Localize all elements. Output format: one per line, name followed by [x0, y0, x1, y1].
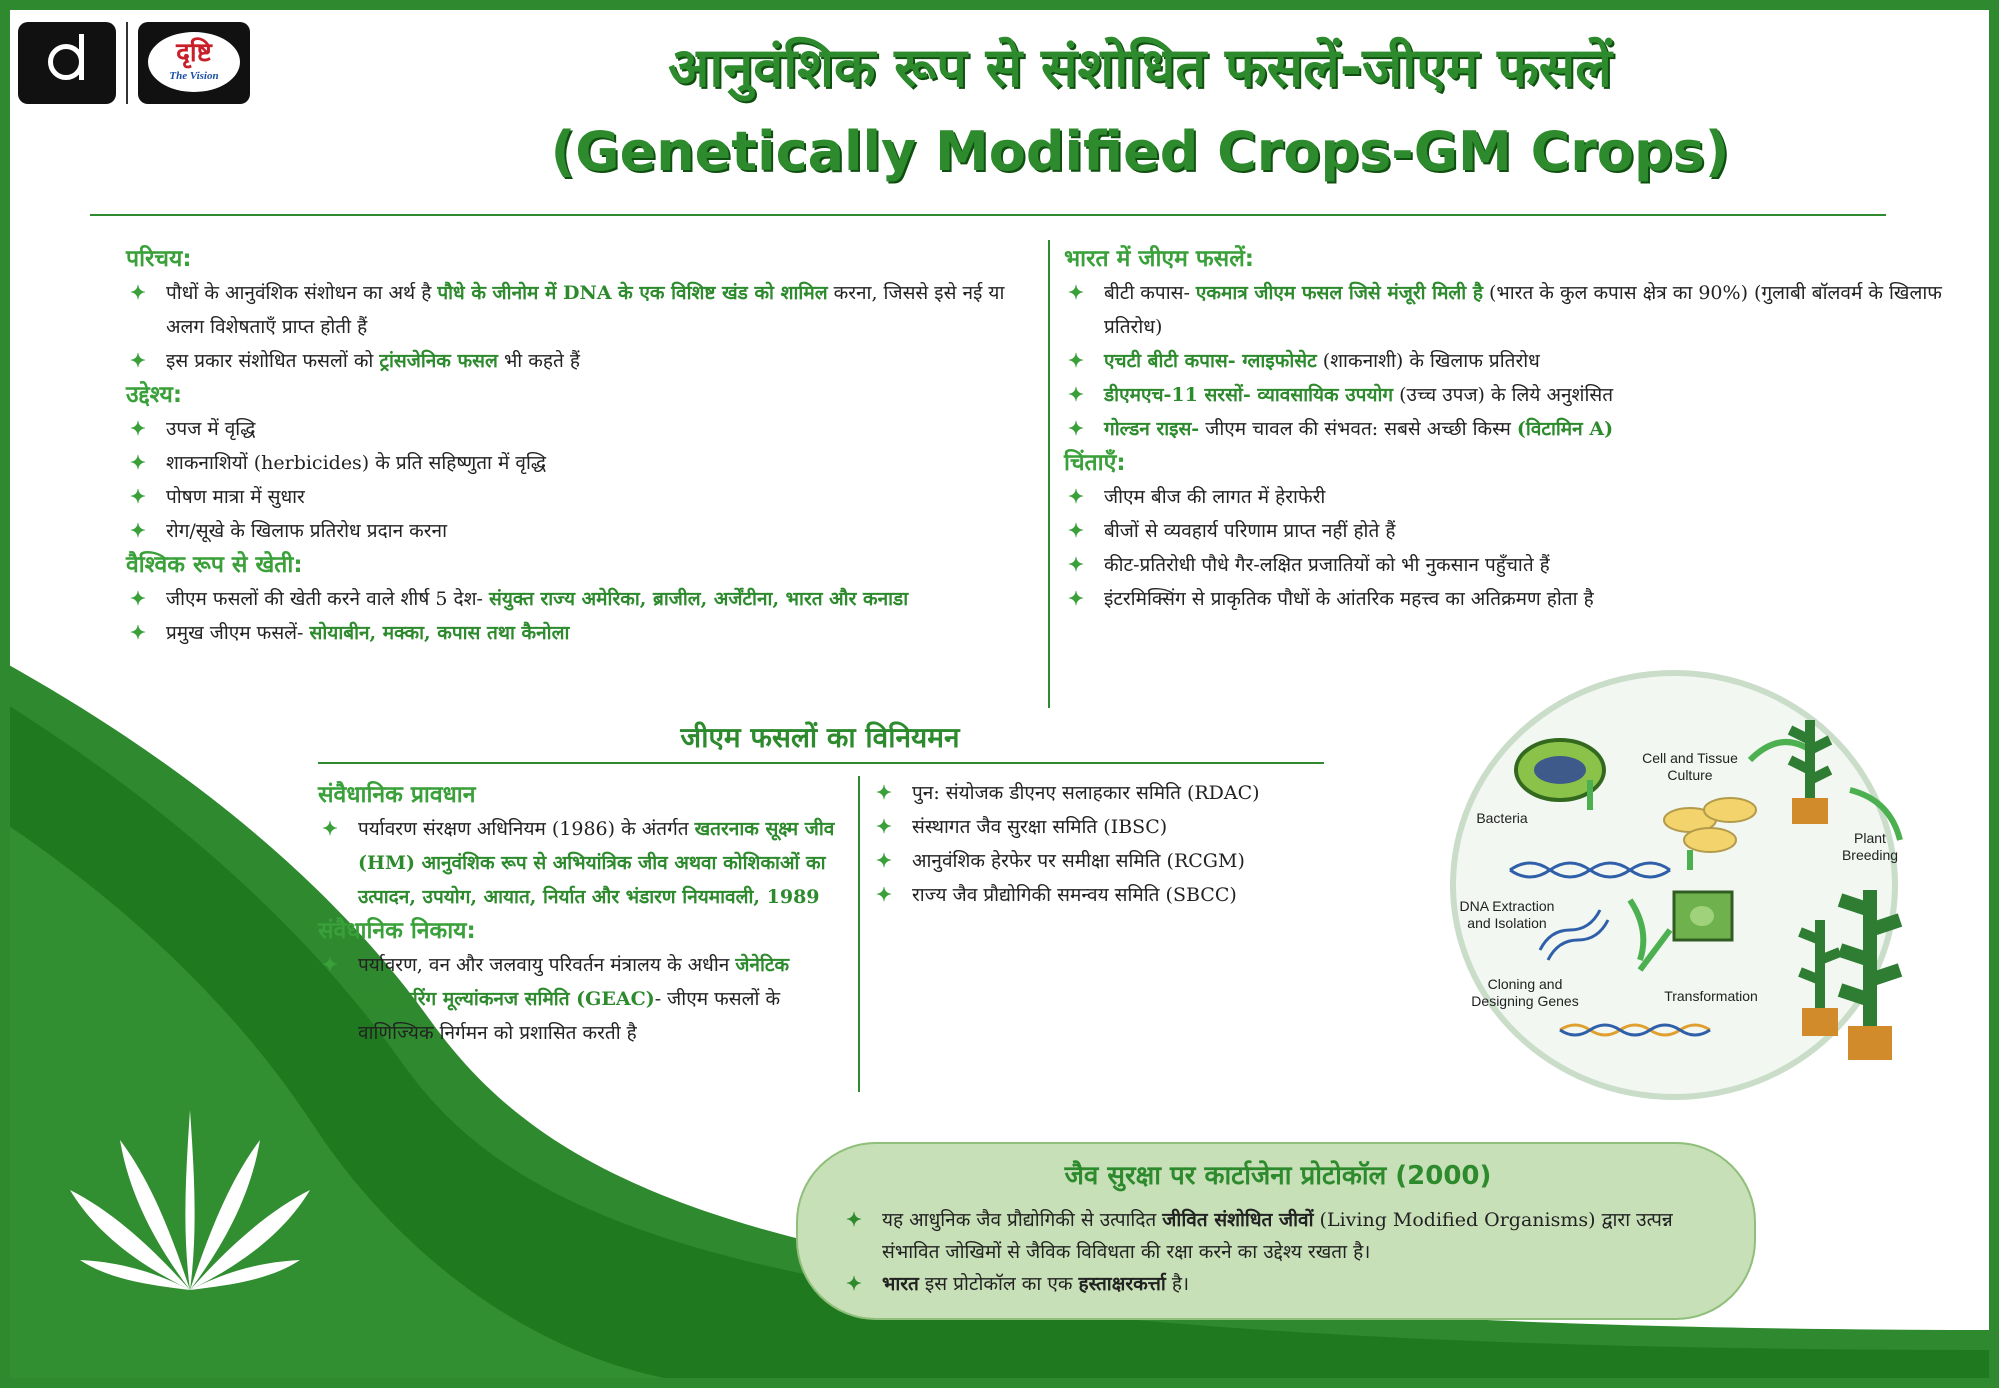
- list-item: ✦ पर्यावरण संरक्षण अधिनियम (1986) के अंतर्गत खतरनाक सूक्ष्म जीव (HM) आनुवंशिक रूप से अभियांत्रिक जीव अथवा कोशिकाओं का उत्पादन, उपयोग, आयात, निर्यात और भंडारण नियमावली, 1989: [322, 818, 835, 908]
- list-item: ✦ पोषण मात्रा में सुधार: [130, 486, 305, 508]
- list-item: ✦ बीजों से व्यवहार्य परिणाम प्राप्त नहीं होते हैं: [1068, 520, 1396, 542]
- concerns-heading: चिंताएँ:: [1064, 450, 1126, 476]
- cartagena-heading: जैव सुरक्षा पर कार्टाजेना प्रोटोकॉल (2000): [1064, 1161, 1492, 1191]
- list-item: ✦ उपज में वृद्धि: [130, 418, 256, 440]
- regulation-column-divider: [858, 776, 860, 1092]
- logo-divider: [126, 22, 128, 104]
- list-item: ✦ इंटरमिक्सिंग से प्राकृतिक पौधों के आंतरिक महत्त्व का अतिक्रमण होता है: [1068, 588, 1594, 610]
- india-heading: भारत में जीएम फसलें:: [1064, 246, 1254, 272]
- list-item: ✦ शाकनाशियों (herbicides) के प्रति सहिष्णुता में वृद्धि: [130, 452, 547, 474]
- label-dna-extraction: DNA Extraction and Isolation: [1459, 898, 1555, 931]
- list-item: ✦ एचटी बीटी कपास- ग्लाइफोसेट (शाकनाशी) के खिलाफ प्रतिरोध: [1068, 350, 1540, 372]
- drishti-vision-logo: [138, 22, 250, 104]
- list-item: ✦ पर्यावरण, वन और जलवायु परिवर्तन मंत्रालय के अधीन जेनेटिक इंजीनियरिंग मूल्यांकनज समिति (GEAC)- जीएम फसलों के वाणिज्यिक निर्गमन को प्रशासित करती है: [322, 954, 790, 1044]
- objectives-heading: उद्देश्य:: [126, 382, 183, 408]
- list-item: ✦ भारत इस प्रोटोकॉल का एक हस्ताक्षरकर्त्ता है।: [846, 1273, 1190, 1295]
- list-item: ✦ इस प्रकार संशोधित फसलों को ट्रांसजेनिक फसल भी कहते हैं: [130, 350, 580, 372]
- list-item: ✦ पुन: संयोजक डीएनए सलाहकार समिति (RDAC): [876, 782, 1260, 804]
- intro-heading: परिचय:: [126, 246, 192, 272]
- list-item: ✦ पौधों के आनुवंशिक संशोधन का अर्थ है पौधे के जीनोम में DNA के एक विशिष्ट खंड को शामिल करना, जिससे इसे नई या अलग विशेषताएँ प्राप्त होती हैं: [130, 282, 1005, 338]
- list-item: ✦ कीट-प्रतिरोधी पौधे गैर-लक्षित प्रजातियों को भी नुकसान पहुँचाते हैं: [1068, 554, 1550, 576]
- logo-vision-text: The Vision: [169, 70, 219, 82]
- label-cloning: Cloning and Designing Genes: [1471, 976, 1579, 1009]
- plant-icon: [1790, 720, 1900, 1060]
- page-title-english: (Genetically Modified Crops-GM Crops): [550, 120, 1730, 183]
- bodies-heading: संवैधानिक निकाय:: [318, 918, 476, 944]
- constitutional-heading: संवैधानिक प्रावधान: [318, 782, 476, 808]
- cartagena-panel: [796, 1142, 1756, 1320]
- list-item: ✦ आनुवंशिक हेरफेर पर समीक्षा समिति (RCGM): [876, 850, 1245, 872]
- list-item: ✦ रोग/सूखे के खिलाफ प्रतिरोध प्रदान करना: [130, 520, 448, 542]
- drishti-d-logo: [18, 22, 116, 104]
- label-bacteria: Bacteria: [1476, 810, 1528, 826]
- page-title-hindi: आनुवंशिक रूप से संशोधित फसलें-जीएम फसलें: [668, 36, 1612, 99]
- list-item: ✦ जीएम फसलों की खेती करने वाले शीर्ष 5 देश- संयुक्त राज्य अमेरिका, ब्राजील, अर्जेंटीना, भारत और कनाडा: [130, 588, 909, 610]
- label-cell-culture: Cell and Tissue Culture: [1642, 750, 1738, 783]
- gm-process-diagram: [1430, 670, 1950, 1100]
- constitutional-section: [318, 778, 844, 1050]
- petri-dish-icon: [1664, 798, 1756, 852]
- title-divider: [90, 214, 1886, 216]
- list-item: ✦ गोल्डन राइस- जीएम चावल की संभवत: सबसे अच्छी किस्म (विटामिन A): [1068, 418, 1614, 440]
- list-item: ✦ यह आधुनिक जैव प्रौद्योगिकी से उत्पादित जीवित संशोधित जीवों (Living Modified Organisms) द्वारा उत्पन्न संभावित जोखिमों से जैविक विविधता की रक्षा करने का उद्देश्य रखता है।: [846, 1209, 1673, 1263]
- regulation-title: जीएम फसलों का विनियमन: [680, 721, 960, 754]
- intro-section: [126, 242, 1032, 650]
- list-item: ✦ बीटी कपास- एकमात्र जीएम फसल जिसे मंजूरी मिली है (भारत के कुल कपास क्षेत्र का 90%) (गुलाबी बॉलवर्म के खिलाफ प्रतिरोध): [1068, 282, 1942, 338]
- committees-section: [872, 776, 1342, 912]
- list-item: ✦ प्रमुख जीएम फसलें- सोयाबीन, मक्का, कपास तथा कैनोला: [130, 622, 570, 644]
- label-transformation: Transformation: [1664, 988, 1758, 1004]
- global-heading: वैश्विक रूप से खेती:: [126, 552, 303, 578]
- column-divider: [1048, 240, 1050, 708]
- list-item: ✦ जीएम बीज की लागत में हेराफेरी: [1068, 486, 1326, 508]
- label-plant-breeding: Plant Breeding: [1841, 830, 1899, 863]
- cell-icon: [1674, 892, 1732, 940]
- list-item: ✦ राज्य जैव प्रौद्योगिकी समन्वय समिति (SBCC): [876, 884, 1237, 906]
- regulation-divider: [318, 762, 1324, 764]
- list-item: ✦ संस्थागत जैव सुरक्षा समिति (IBSC): [876, 816, 1168, 838]
- list-item: ✦ डीएमएच-11 सरसों- व्यावसायिक उपयोग (उच्च उपज) के लिये अनुशंसित: [1068, 384, 1614, 406]
- india-section: [1064, 242, 1974, 616]
- logo-hindi-text: दृष्टि: [176, 38, 212, 68]
